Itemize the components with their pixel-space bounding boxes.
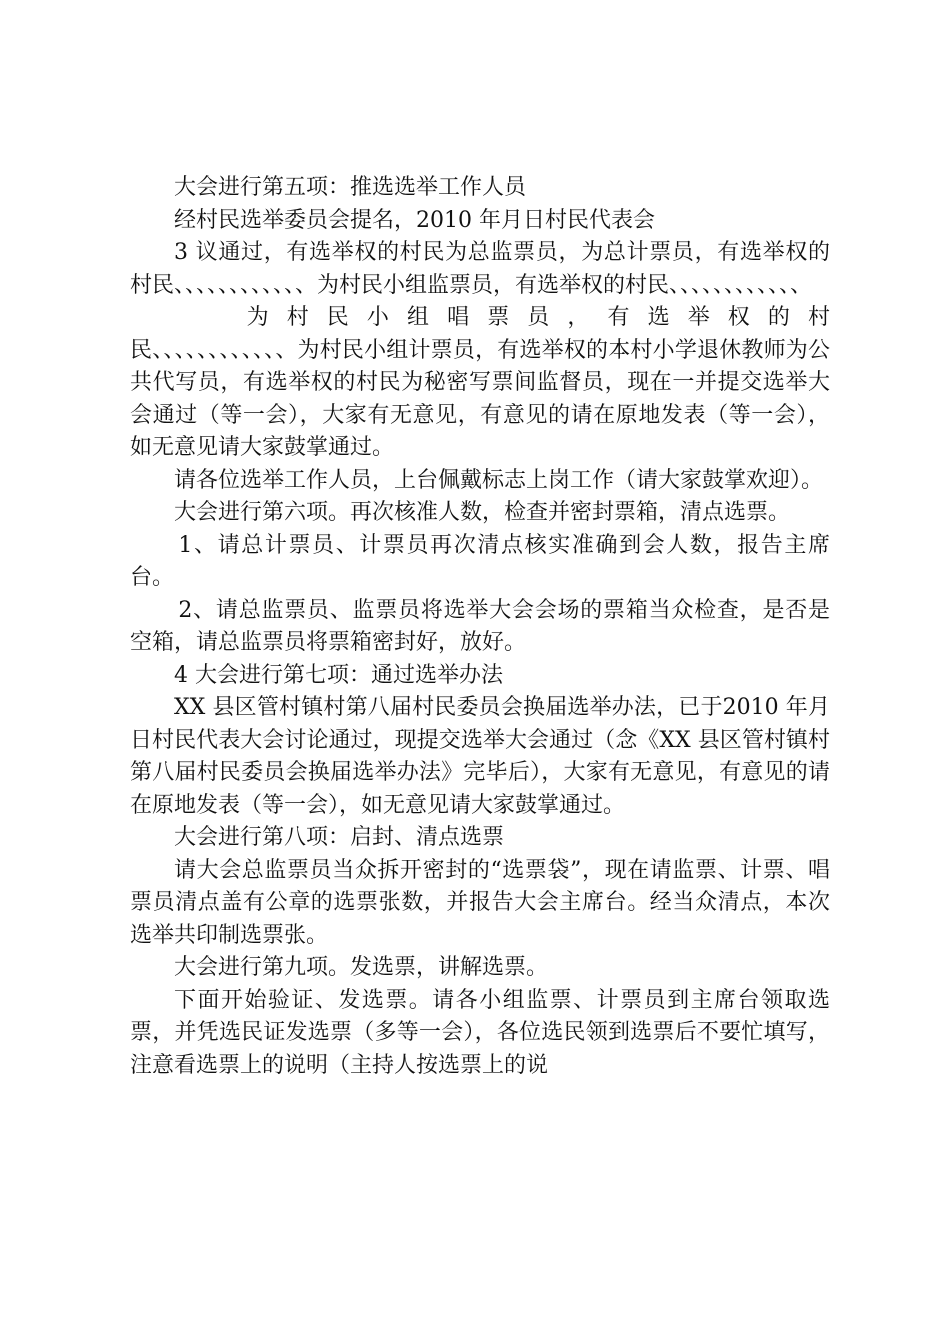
paragraph-election-staff-list: 3 议通过，有选举权的村民为总监票员，为总计票员，有选举权的村民、、、、、、、、、、、、为村民小组监票员，有选举权的村民、、、、、、、、、、、、: [130, 240, 830, 298]
paragraph-item-6-heading: 大会进行第六项。再次核准人数，检查并密封票箱，清点选票。: [174, 500, 791, 525]
paragraph-item-7-heading: 4 大会进行第七项：通过选举办法: [174, 662, 503, 688]
paragraph-election-rules: XX 县区管村镇村第八届村民委员会换届选举办法，已于2010 年月日村民代表大会讨论通过，现提交选举大会通过（念《XX 县区管村镇村第八届村民委员会换届选举办法》完毕后），大家有无意见，有意见的请在原地发表（等一会），如无意见请大家鼓掌通过。: [130, 695, 830, 818]
paragraph-item-5-heading: 大会进行第五项：推选选举工作人员: [174, 175, 527, 200]
paragraph-item-8-heading: 大会进行第八项：启封、清点选票: [174, 825, 505, 850]
document-body: [130, 172, 830, 1082]
paragraph-step-2: 2、请总监票员、监票员将选举大会会场的票箱当众检查，是否是空箱，请总监票员将票箱密封好，放好。: [130, 597, 830, 655]
paragraph-nomination: 经村民选举委员会提名，2010 年月日村民代表会: [174, 207, 655, 233]
paragraph-ballot-count: 请大会总监票员当众拆开密封的“选票袋”，现在请监票、计票、唱票员清点盖有公章的选票张数，并报告大会主席台。经当众清点，本次选举共印制选票张。: [130, 857, 830, 948]
paragraph-ballot-distribution: 下面开始验证、发选票。请各小组监票、计票员到主席台领取选票，并凭选民证发选票（多等一会），各位选民领到选票后不要忙填写，注意看选票上的说明（主持人按选票上的说: [130, 987, 830, 1078]
paragraph-staff-onboard: 请各位选举工作人员，上台佩戴标志上岗工作（请大家鼓掌欢迎）。: [174, 467, 824, 493]
paragraph-vote-caller-line: 为 村 民 小 组 唱 票 员 ， 有 选 举 权 的 村: [246, 305, 830, 330]
paragraph-step-1: 1、请总计票员、计票员再次清点核实准确到会人数，报告主席台。: [130, 532, 830, 590]
paragraph-staff-approval: 民、、、、、、、、、、、、为村民小组计票员，有选举权的本村小学退休教师为公共代写员，有选举权的村民为秘密写票间监督员，现在一并提交选举大会通过（等一会），大家有无意见，有意见的请在原地发表（等一会），如无意见请大家鼓掌通过。: [130, 337, 830, 460]
paragraph-item-9-heading: 大会进行第九项。发选票，讲解选票。: [174, 955, 549, 980]
